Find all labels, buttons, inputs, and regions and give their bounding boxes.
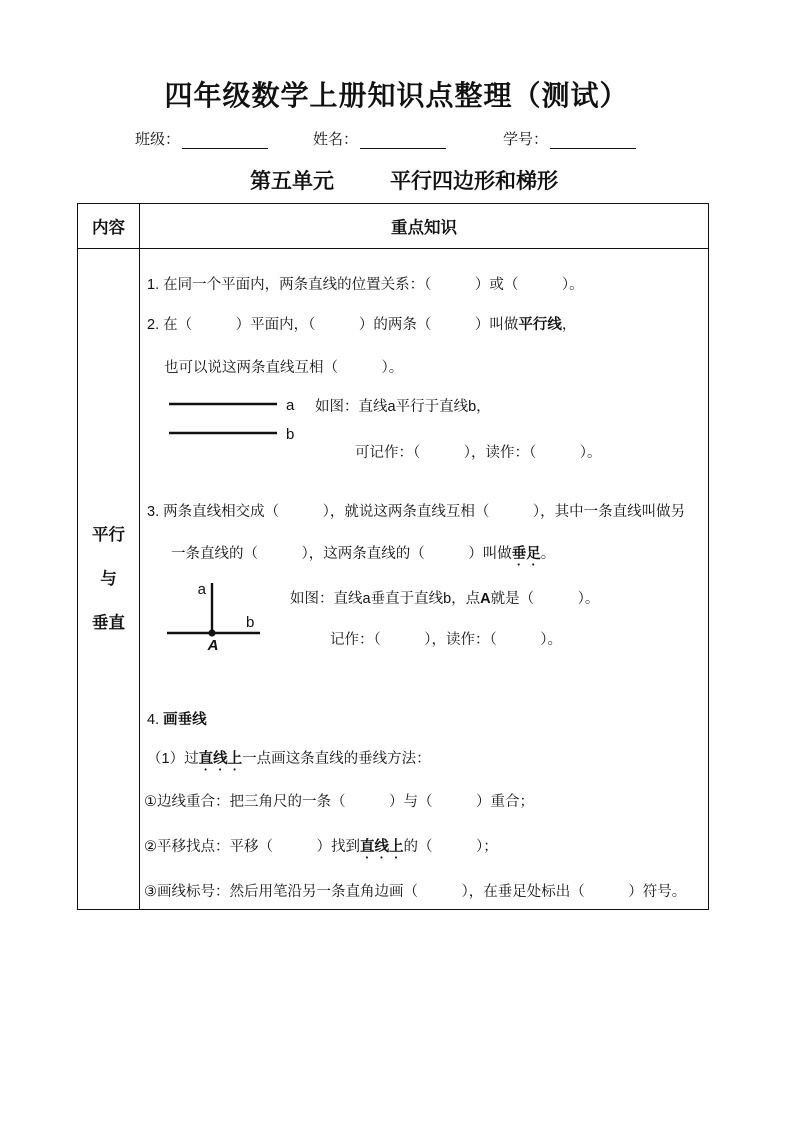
parallel-line-a-label: a: [286, 397, 295, 414]
text-line-perpendicular-caption2: 记作：（ ），读作：（ ）。: [330, 632, 562, 648]
text-line-parallel-caption1: 如图：直线a平行于直线b，: [315, 399, 491, 415]
table-body-row: [78, 249, 708, 909]
parallel-lines-diagram: [165, 394, 300, 446]
class-label: 班级：: [135, 131, 181, 148]
perpendicular-lines-diagram: [160, 577, 290, 655]
name-field: [313, 128, 446, 149]
perpendicular-line-a-label: a: [197, 581, 206, 598]
parallel-line-b-label: b: [286, 426, 295, 443]
text-line-step1: ①边线重合：把三角尺的一条（ ）与（ ）重合；: [144, 794, 534, 810]
row-label-line-2: 与: [100, 569, 117, 588]
text-line-perpendicular-caption1: 如图：直线a垂直于直线b，点A就是（ ）。: [290, 591, 600, 607]
perpendicular-line-b-label: b: [246, 614, 255, 631]
name-input-line[interactable]: [360, 133, 446, 149]
text-line-item2b: 也可以说这两条直线互相（ ）。: [164, 360, 404, 376]
student-id-input-line[interactable]: [550, 133, 636, 149]
text-line-item2a: 2. 在（ ）平面内，（ ）的两条（ ）叫做平行线，: [147, 317, 577, 333]
unit-title: 平行四边形和梯形: [390, 170, 558, 193]
row-label-line-1: 平行: [92, 525, 125, 544]
name-label: 姓名：: [313, 131, 359, 148]
text-line-item4-sub1: （1）过直线上一点画这条直线的垂线方法：: [147, 751, 431, 767]
row-label-line-3: 垂直: [92, 613, 125, 632]
foot-point-dot: [208, 629, 215, 636]
unit-number: 第五单元: [250, 170, 334, 193]
text-line-item3a: 3. 两条直线相交成（ ），就说这两条直线互相（ ），其中一条直线叫做另: [147, 504, 686, 520]
foot-point-label: A: [207, 637, 219, 654]
table-header-content: 内容: [78, 204, 140, 248]
text-line-item4-title: 4. 画垂线: [147, 712, 207, 728]
content-cell: [140, 249, 708, 909]
class-field: [135, 128, 268, 149]
page-title: 四年级数学上册知识点整理（测试）: [164, 80, 629, 111]
text-line-item1: 1. 在同一个平面内，两条直线的位置关系：（ ）或（ ）。: [147, 277, 584, 293]
class-input-line[interactable]: [182, 133, 268, 149]
table-header-row: [78, 204, 708, 249]
row-label-cell: [78, 249, 140, 909]
table-header-key-knowledge: 重点知识: [391, 219, 457, 237]
text-line-item3b: 一条直线的（ ），这两条直线的（ ）叫做垂足。: [171, 546, 556, 562]
text-line-parallel-caption2: 可记作：（ ），读作：（ ）。: [355, 445, 602, 461]
knowledge-table: [77, 203, 709, 910]
student-id-label: 学号：: [503, 131, 549, 148]
text-line-step3: ③画线标号：然后用笔沿另一条直角边画（ ），在垂足处标出（ ）符号。: [144, 884, 687, 900]
student-id-field: [503, 128, 636, 149]
text-line-step2: ②平移找点：平移（ ）找到直线上的（ ）；: [144, 839, 498, 855]
student-info-row: [0, 128, 793, 150]
